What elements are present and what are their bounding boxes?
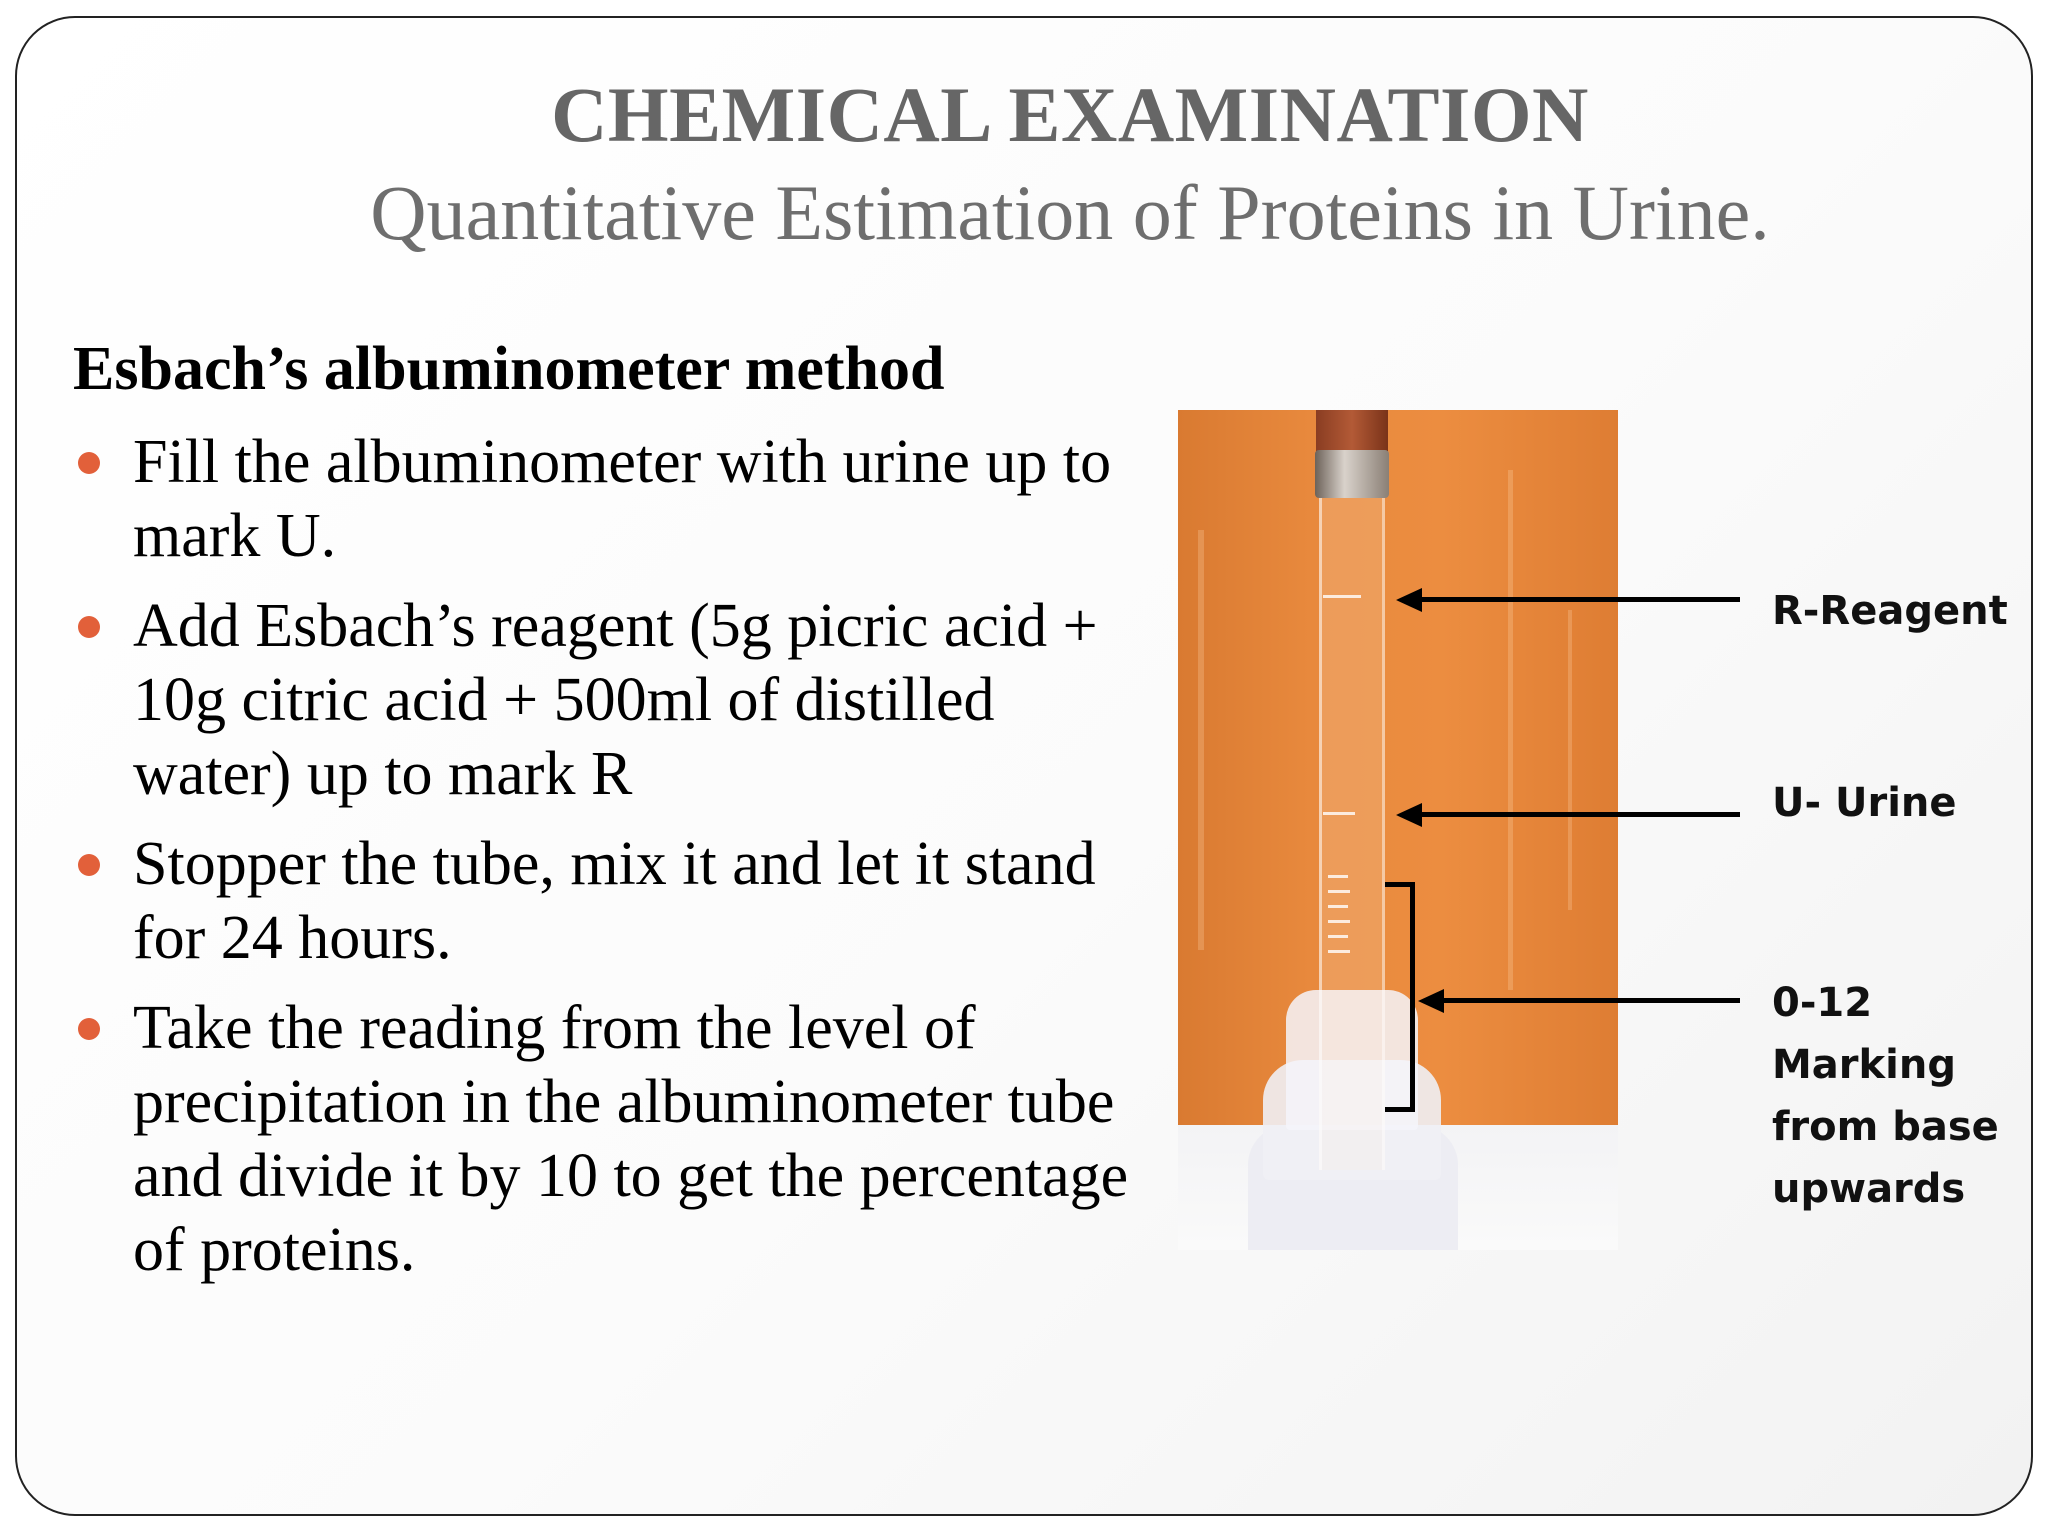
albuminometer-photo bbox=[1178, 410, 1618, 1250]
reagent-arrow-line bbox=[1420, 597, 1740, 602]
bullet-dot-icon bbox=[78, 1018, 100, 1040]
wall-texture bbox=[1198, 530, 1204, 950]
tube-mark bbox=[1328, 890, 1350, 893]
slide-title: CHEMICAL EXAMINATION bbox=[551, 71, 1589, 158]
tube-mark bbox=[1328, 875, 1348, 878]
list-item bbox=[73, 589, 1153, 811]
label-urine: U- Urine bbox=[1772, 780, 1957, 826]
tube-mark-r bbox=[1323, 595, 1361, 598]
bullet-text: Fill the albuminometer with urine up to mark U. bbox=[133, 428, 1112, 570]
albuminometer-tube bbox=[1319, 470, 1385, 1170]
urine-arrow-head-icon bbox=[1396, 803, 1422, 827]
tube-mark bbox=[1328, 905, 1348, 908]
urine-arrow-line bbox=[1420, 812, 1740, 817]
stopper-band bbox=[1315, 450, 1389, 498]
label-marking-line4: upwards bbox=[1772, 1166, 1966, 1212]
label-marking-line1: 0-12 bbox=[1772, 980, 1873, 1026]
bullet-text: Add Esbach’s reagent (5g picric acid + 10g citric acid + 500ml of distilled water) up to mark R bbox=[133, 592, 1098, 808]
tube-mark bbox=[1328, 920, 1350, 923]
list-item bbox=[73, 991, 1153, 1287]
bullet-dot-icon bbox=[78, 616, 100, 638]
bullet-dot-icon bbox=[78, 452, 100, 474]
slide-subtitle: Quantitative Estimation of Proteins in Urine. bbox=[370, 169, 1770, 256]
label-marking-line2: Marking bbox=[1772, 1042, 1956, 1088]
method-heading: Esbach’s albuminometer method bbox=[73, 335, 945, 403]
bullet-dot-icon bbox=[78, 854, 100, 876]
list-item bbox=[73, 827, 1153, 975]
wall-texture bbox=[1508, 470, 1513, 990]
bullet-text: Take the reading from the level of precipitation in the albuminometer tube and divide it by 10 to get the percentage of proteins. bbox=[133, 994, 1129, 1284]
label-marking-line3: from base bbox=[1772, 1104, 1999, 1150]
tube-mark bbox=[1328, 935, 1348, 938]
bullet-list bbox=[73, 425, 1153, 1303]
label-reagent: R-Reagent bbox=[1772, 588, 2008, 634]
tube-mark-u bbox=[1323, 812, 1355, 815]
marking-bracket bbox=[1385, 882, 1415, 1112]
marking-arrow-line bbox=[1442, 998, 1740, 1003]
tube-mark bbox=[1328, 950, 1350, 953]
list-item bbox=[73, 425, 1153, 573]
bullet-text: Stopper the tube, mix it and let it stand for 24 hours. bbox=[133, 830, 1096, 972]
marking-arrow-head-icon bbox=[1418, 989, 1444, 1013]
reagent-arrow-head-icon bbox=[1396, 588, 1422, 612]
wall-texture bbox=[1568, 610, 1572, 910]
